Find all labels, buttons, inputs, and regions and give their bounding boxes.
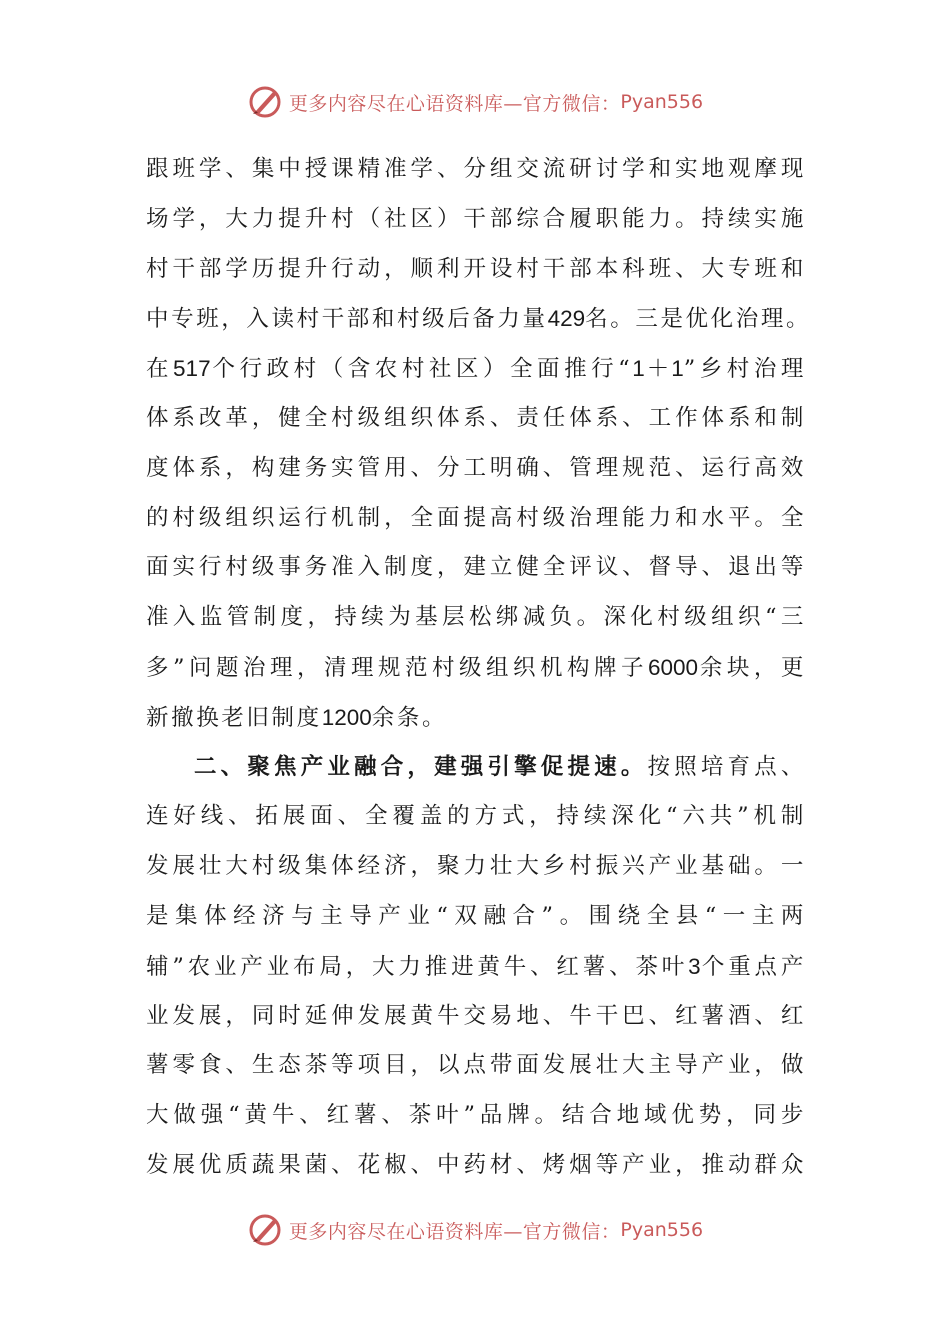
- number-429: 429: [547, 306, 586, 332]
- text-line: 发展壮大村级集体经济，聚力壮大乡村振兴产业基础。一: [146, 853, 806, 880]
- section-heading: 二、聚焦产业融合，建强引擎促提速。: [194, 753, 648, 780]
- header-watermark-banner: [0, 82, 950, 122]
- text-line: 跟班学、集中授课精准学、分组交流研讨学和实地观摩现: [146, 156, 806, 182]
- pen-logo-icon: [247, 1212, 283, 1248]
- banner-wechat-id: Pyan556: [620, 91, 704, 113]
- text-line: 村干部学历提升行动，顺利开设村干部本科班、大专班和: [146, 255, 806, 282]
- text-line: 体系改革，健全村级组织体系、责任体系、工作体系和制: [146, 404, 806, 431]
- text-line: 新撤换老旧制度1200余条。: [146, 704, 448, 731]
- number-6000: 6000: [647, 654, 699, 680]
- text-line: 在517个行政村（含农村社区）全面推行“1＋1”乡村治理: [146, 356, 806, 383]
- text-line: 发展优质蔬果菌、花椒、中药材、烤烟等产业，推动群众: [146, 1151, 806, 1178]
- banner-text: 更多内容尽在心语资料库—官方微信：: [288, 92, 621, 115]
- text-line: 大做强“黄牛、红薯、茶叶”品牌。结合地域优势，同步: [146, 1102, 806, 1129]
- number-517: 517: [173, 356, 211, 382]
- banner-wechat-id: Pyan556: [620, 1219, 704, 1241]
- text-line: 中专班，入读村干部和村级后备力量429名。三是优化治理。: [146, 306, 812, 333]
- formula-1plus1: 1＋1: [632, 356, 684, 382]
- text-line: 准入监管制度，持续为基层松绑减负。深化村级组织“三: [146, 604, 806, 631]
- banner-text: 更多内容尽在心语资料库—官方微信：: [288, 1220, 621, 1243]
- text-line: 薯零食、生态茶等项目，以点带面发展壮大主导产业，做: [146, 1052, 806, 1079]
- footer-watermark-banner: [0, 1210, 950, 1250]
- text-line: 的村级组织运行机制，全面提高村级治理能力和水平。全: [146, 504, 806, 531]
- text-line: 场学，大力提升村（社区）干部综合履职能力。持续实施: [146, 205, 806, 232]
- document-body: [146, 145, 812, 1191]
- text-line: 多”问题治理，清理规范村级组织机构牌子6000余块，更: [146, 654, 807, 681]
- text-line: 是集体经济与主导产业“双融合”。围绕全县“一主两: [146, 902, 806, 929]
- pen-logo-icon: [247, 84, 283, 120]
- number-1200: 1200: [321, 704, 372, 730]
- text-line: 连好线、拓展面、全覆盖的方式，持续深化“六共”机制: [146, 803, 806, 830]
- text-line: 度体系，构建务实管用、分工明确、管理规范、运行高效: [146, 454, 806, 481]
- number-3: 3: [688, 953, 701, 979]
- text-line: 辅”农业产业布局，大力推进黄牛、红薯、茶叶3个重点产: [146, 953, 806, 980]
- text-line: 二、聚焦产业融合，建强引擎促提速。按照培育点、: [194, 753, 806, 780]
- text-line: 业发展，同时延伸发展黄牛交易地、牛干巴、红薯酒、红: [146, 1002, 806, 1029]
- text-line: 面实行村级事务准入制度，建立健全评议、督导、退出等: [146, 554, 806, 581]
